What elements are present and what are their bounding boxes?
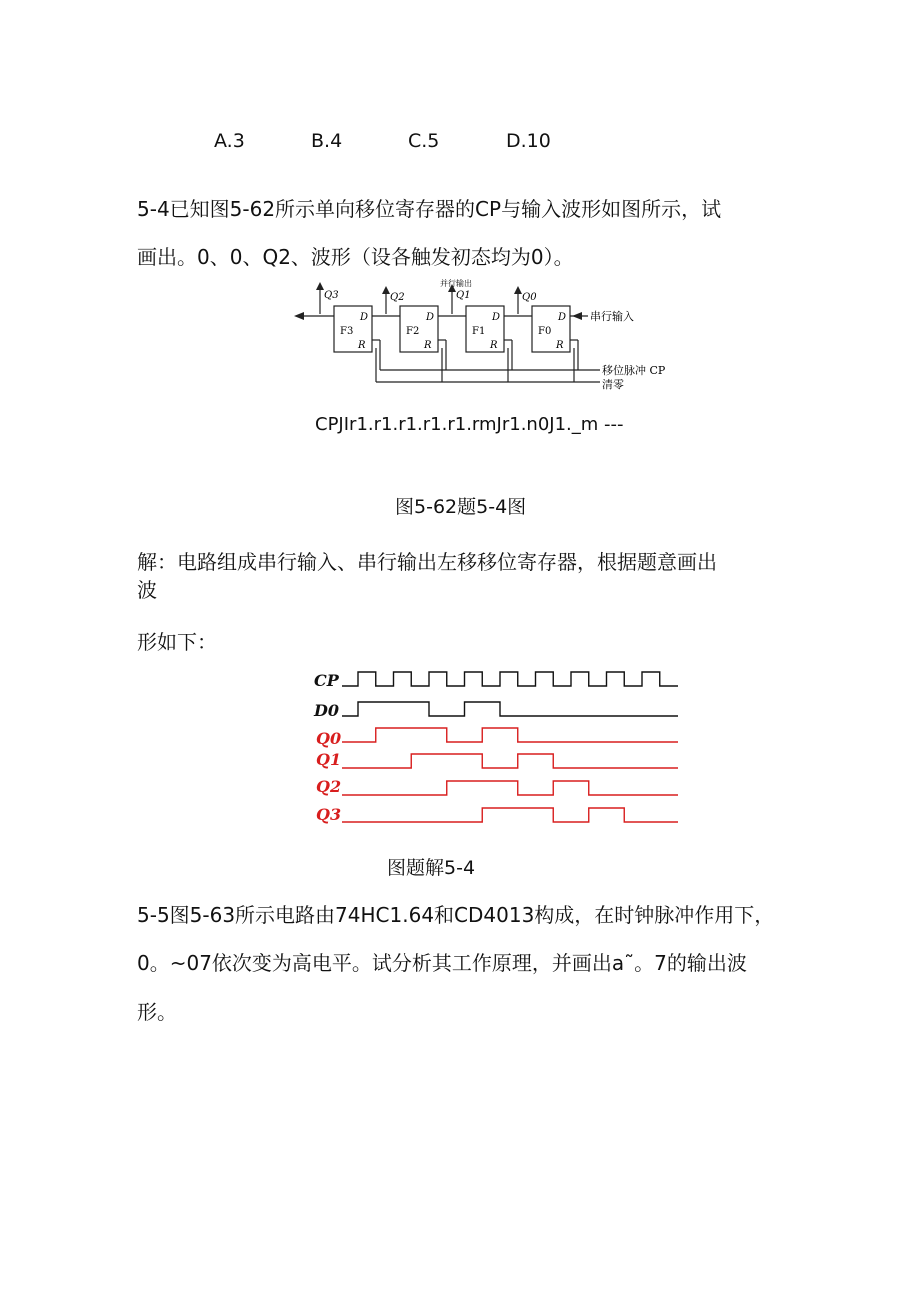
- option-a: A.3: [214, 130, 245, 152]
- wave-label-cp: CP: [314, 671, 339, 690]
- label-f2: F2: [406, 326, 420, 337]
- pin-d-f3: D: [360, 312, 369, 323]
- wave-label-d0: D0: [314, 701, 340, 720]
- pin-d-f1: D: [492, 312, 501, 323]
- pin-r-f3: R: [358, 340, 366, 351]
- fig62-caption: 图5-62题5-4图: [395, 496, 527, 518]
- wave-label-q3: Q3: [316, 805, 342, 824]
- pin-d-f0: D: [558, 312, 567, 323]
- q55-line3: 形。: [137, 1000, 177, 1024]
- wave-label-q2: Q2: [316, 777, 342, 796]
- timing-waveform: [310, 664, 685, 829]
- wave-trace-d0: [342, 702, 678, 716]
- q55-line1: 5-5图5-63所示电路由74HC1.64和CD4013构成，在时钟脉冲作用下，: [137, 903, 775, 927]
- q54-line1: 5-4已知图5-62所示单向移位寄存器的CP与输入波形如图所示，试: [137, 197, 722, 221]
- wave-trace-q2: [342, 781, 678, 795]
- label-clear: 清零: [602, 378, 624, 391]
- wave-label-q1: Q1: [316, 750, 342, 769]
- q54-line2: 画出。0、0、Q2、波形（设各触发初态均为0）。: [137, 245, 574, 269]
- label-serial-in: 串行输入: [590, 310, 634, 323]
- fig-sol-caption: 图题解5-4: [387, 857, 476, 879]
- wave-label-q0: Q0: [316, 729, 342, 748]
- garbled-waveform-text: CPJIr1.r1.r1.r1.r1.rmJr1.n0J1._m ---: [315, 414, 624, 435]
- solution-line3: 形如下：: [137, 630, 217, 654]
- solution-line1: 解：电路组成串行输入、串行输出左移移位寄存器，根据题意画出: [137, 550, 717, 574]
- pin-r-f1: R: [490, 340, 498, 351]
- pin-r-f2: R: [424, 340, 432, 351]
- pin-d-f2: D: [426, 312, 435, 323]
- label-q2: Q2: [390, 292, 405, 303]
- shift-register-circuit: [290, 278, 690, 394]
- option-c: C.5: [408, 130, 440, 152]
- label-f1: F1: [472, 326, 486, 337]
- label-q0: Q0: [522, 292, 537, 303]
- label-f3: F3: [340, 326, 354, 337]
- wave-trace-q3: [342, 808, 678, 822]
- wave-trace-cp: [342, 672, 678, 686]
- solution-line2: 波: [137, 578, 157, 602]
- label-q1: Q1: [456, 290, 471, 301]
- wave-trace-q1: [342, 754, 678, 768]
- option-b: B.4: [311, 130, 343, 152]
- label-parallel-out: 并行输出: [440, 279, 472, 288]
- label-shift-pulse: 移位脉冲 CP: [602, 364, 666, 377]
- wave-trace-q0: [342, 728, 678, 742]
- label-q3: Q3: [324, 290, 339, 301]
- q55-line2: 0。~07依次变为高电平。试分析其工作原理，并画出a˜。7的输出波: [137, 951, 747, 975]
- option-d: D.10: [506, 130, 551, 152]
- pin-r-f0: R: [556, 340, 564, 351]
- label-f0: F0: [538, 326, 552, 337]
